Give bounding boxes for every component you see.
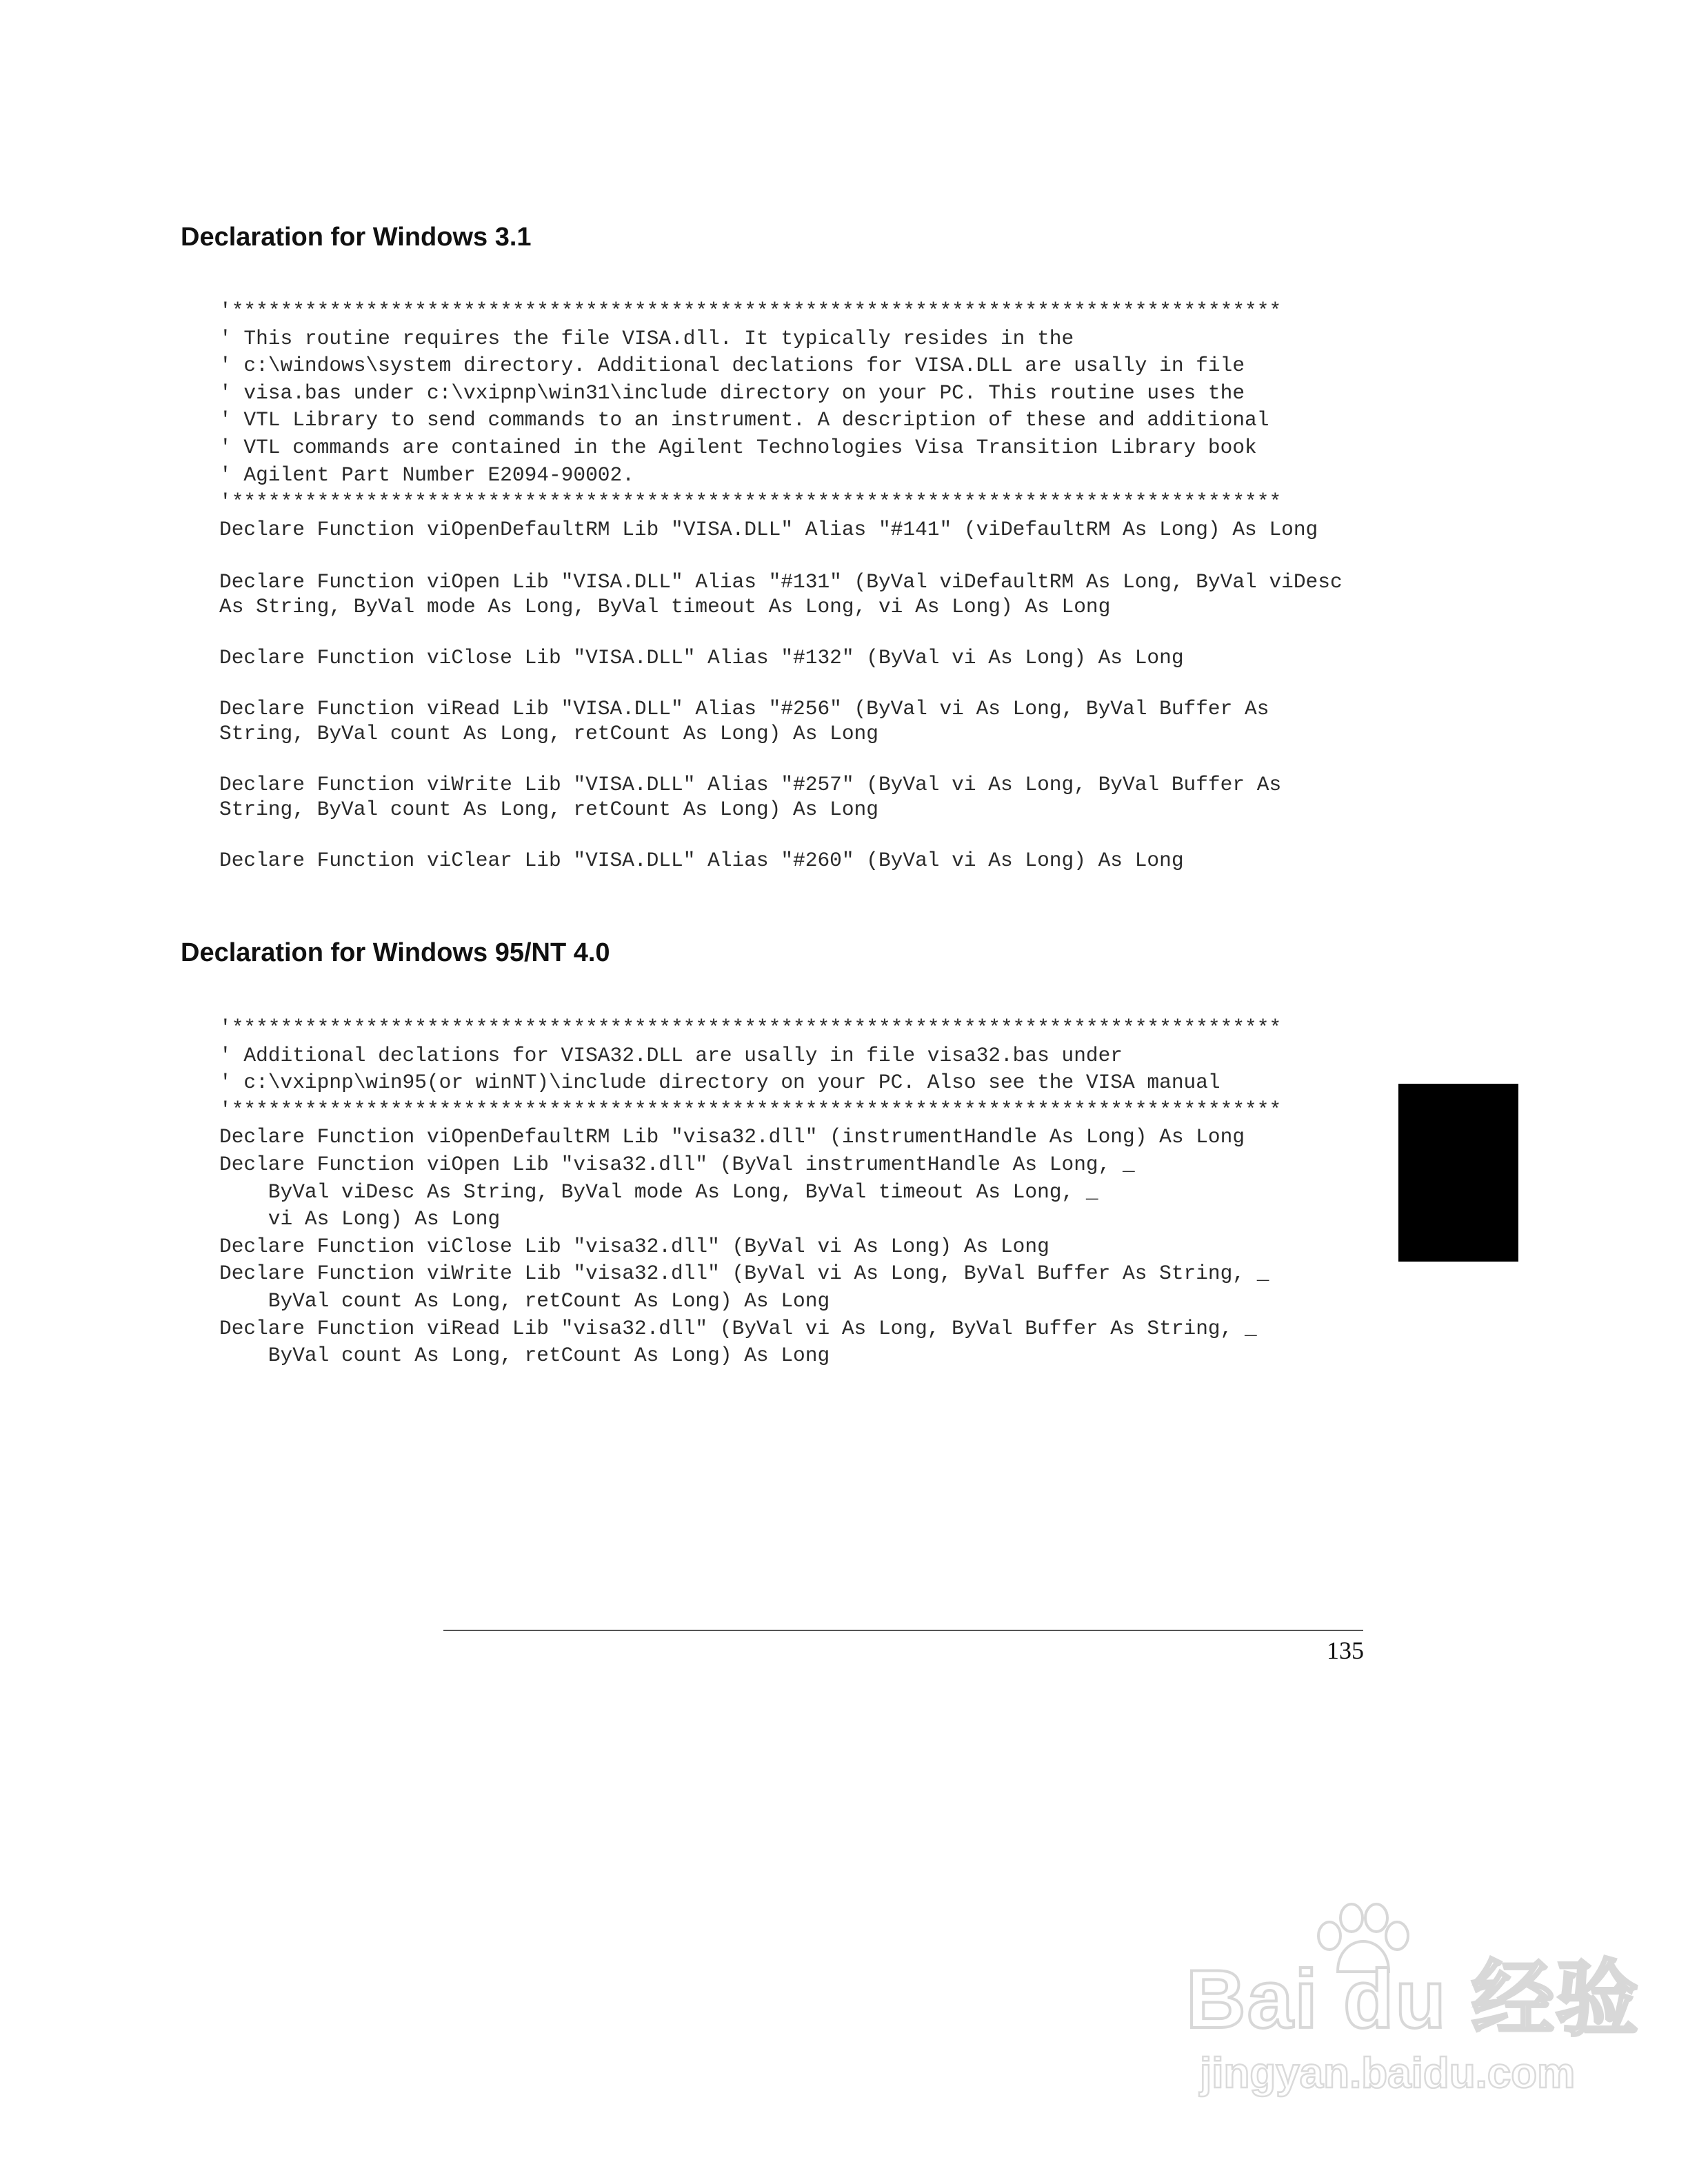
code-gap (219, 543, 1343, 569)
code-gap (219, 619, 1343, 645)
code-line: '************************************************************************************** (219, 1098, 1282, 1122)
code-line: ByVal viDesc As String, ByVal mode As Long, ByVal timeout As Long, _ (219, 1180, 1098, 1204)
code-line: ' This routine requires the file VISA.dll. It typically resides in the (219, 326, 1074, 350)
code-line: Declare Function viRead Lib "visa32.dll" (ByVal vi As Long, ByVal Buffer As String, _ (219, 1316, 1257, 1340)
chapter-thumb-tab (1398, 1084, 1518, 1262)
code-line: Declare Function viOpen Lib "VISA.DLL" Alias "#131" (ByVal viDefaultRM As Long, ByVal viDesc (219, 570, 1343, 594)
code-block-windows-3-1 (219, 298, 1343, 873)
code-line: String, ByVal count As Long, retCount As Long) As Long (219, 798, 878, 822)
code-line: As String, ByVal mode As Long, ByVal timeout As Long, vi As Long) As Long (219, 595, 1111, 619)
code-line: ' Additional declations for VISA32.DLL are usally in file visa32.bas under (219, 1043, 1123, 1067)
code-line: Declare Function viRead Lib "VISA.DLL" Alias "#256" (ByVal vi As Long, ByVal Buffer As (219, 697, 1269, 721)
code-line: Declare Function viOpenDefaultRM Lib "visa32.dll" (instrumentHandle As Long) As Long (219, 1125, 1245, 1149)
code-line: '************************************************************************************** (219, 299, 1282, 323)
code-gap (219, 746, 1343, 772)
code-line: Declare Function viWrite Lib "visa32.dll" (ByVal vi As Long, ByVal Buffer As String, _ (219, 1262, 1269, 1286)
code-line: ' VTL Library to send commands to an instrument. A description of these and additional (219, 408, 1269, 432)
code-line: Declare Function viOpenDefaultRM Lib "VISA.DLL" Alias "#141" (viDefaultRM As Long) As Long (219, 517, 1318, 541)
code-block-windows-95-nt (219, 1015, 1281, 1370)
code-line: Declare Function viWrite Lib "VISA.DLL" Alias "#257" (ByVal vi As Long, ByVal Buffer As (219, 773, 1282, 797)
code-line: '************************************************************************************** (219, 1016, 1282, 1040)
code-gap (219, 670, 1343, 696)
code-gap (219, 822, 1343, 848)
code-line: ByVal count As Long, retCount As Long) As Long (219, 1288, 830, 1313)
code-line: Declare Function viClose Lib "VISA.DLL" Alias "#132" (ByVal vi As Long) As Long (219, 646, 1184, 670)
code-line: ' visa.bas under c:\vxipnp\win31\include directory on your PC. This routine uses the (219, 381, 1245, 405)
code-line: vi As Long) As Long (219, 1207, 501, 1231)
footer-rule (443, 1630, 1363, 1631)
code-line: Declare Function viOpen Lib "visa32.dll" (ByVal instrumentHandle As Long, _ (219, 1152, 1135, 1176)
code-line: '************************************************************************************** (219, 490, 1282, 514)
code-line: ByVal count As Long, retCount As Long) As Long (219, 1344, 830, 1368)
code-line: ' Agilent Part Number E2094-90002. (219, 463, 634, 487)
baidu-watermark (1186, 1903, 1640, 2110)
code-line: String, ByVal count As Long, retCount As Long) As Long (219, 722, 878, 746)
code-line: Declare Function viClear Lib "VISA.DLL" Alias "#260" (ByVal vi As Long) As Long (219, 849, 1184, 873)
section-heading-windows-3-1: Declaration for Windows 3.1 (181, 223, 532, 252)
page-number: 135 (1327, 1637, 1364, 1664)
watermark-brand: Bai du 经验 (1186, 1953, 1640, 2045)
code-line: Declare Function viClose Lib "visa32.dll" (ByVal vi As Long) As Long (219, 1234, 1049, 1258)
code-line: ' c:\vxipnp\win95(or winNT)\include directory on your PC. Also see the VISA manual (219, 1071, 1220, 1095)
code-line: ' VTL commands are contained in the Agilent Technologies Visa Transition Library book (219, 435, 1257, 459)
watermark-url: jingyan.baidu.com (1200, 2050, 1576, 2097)
code-line: ' c:\windows\system directory. Additional declations for VISA.DLL are usally in file (219, 354, 1245, 378)
section-heading-windows-95-nt: Declaration for Windows 95/NT 4.0 (181, 938, 610, 967)
